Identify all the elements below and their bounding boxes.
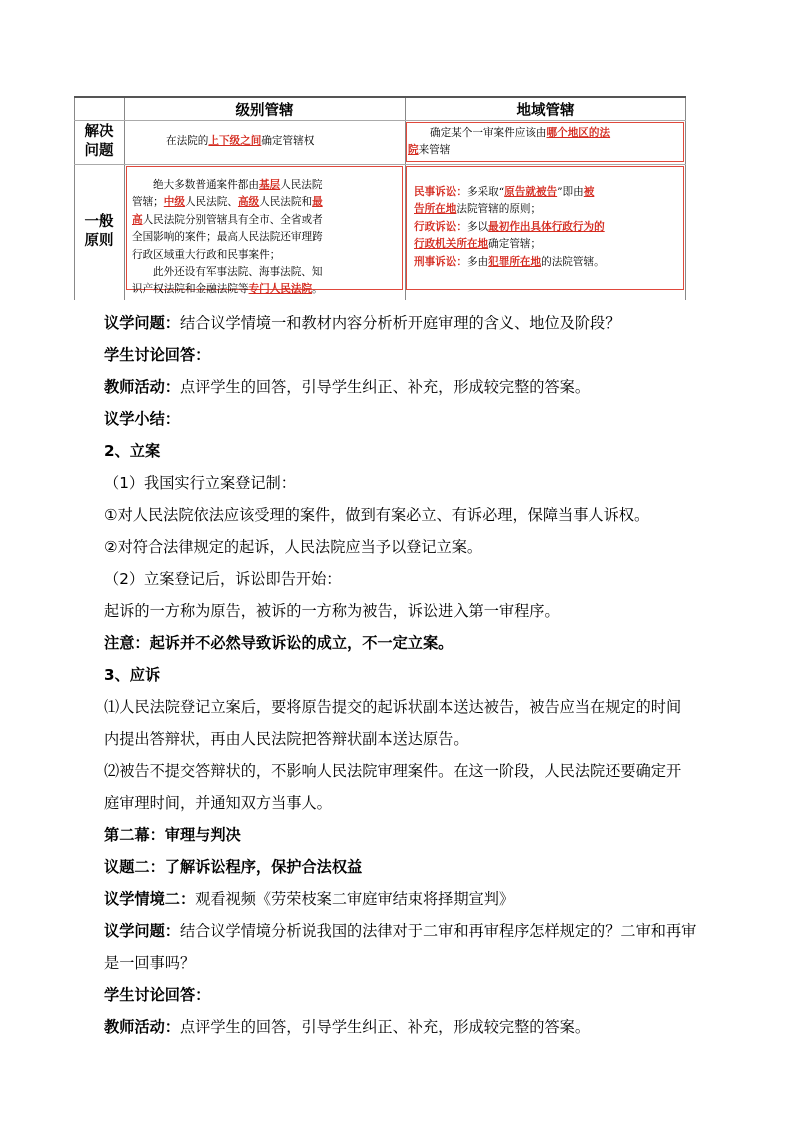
bold-text: 学生讨论回答： [104,986,211,1004]
text-run: 多采取“ [466,186,505,198]
text-run: 点评学生的回答，引导学生纠正、补充，形成较完整的答案。 [179,1018,590,1036]
table-border [74,120,686,121]
text-run: 绝大多数普通案件都由 [153,179,259,191]
text-run: 起诉的一方称为原告，被诉的一方称为被告，诉讼进入第一审程序。 [104,602,560,620]
text-line [104,472,296,494]
highlight-text: 原告就被告 [504,186,558,198]
row-label-principle [74,164,124,300]
paragraph-line: 庭审理时间，并通知双方当事人。 [104,794,332,812]
highlight-text: 告所在地 [414,203,457,216]
highlight-text: 院 [408,144,419,157]
text-run: 来管辖 [418,144,451,157]
text-run: 多由 [466,255,489,268]
bold-text: 2、立案 [104,442,161,460]
text-line [104,344,210,366]
label-admin: 行政诉讼： [414,220,467,233]
text-run: 在法院的 [166,135,209,147]
highlight-text: 专门人民法院 [248,283,313,296]
text-run: 识产权法院和金融法院等 [132,283,249,296]
row-label-line: 原则 [84,233,114,249]
paragraph-line: ⑵被告不提交答辩状的，不影响人民法院审理案件。在这一阶段，人民法院还要确定开 [104,762,682,780]
row-label-problem [74,120,124,164]
row-label-line: 问题 [84,143,114,159]
text-run: ①对人民法院依法应该受理的案件，做到有案必立、有诉必理，保障当事人诉权。 [104,506,650,524]
highlight-text: 行政机关所在地 [414,238,489,251]
level-problem-text [166,133,402,153]
table-border [74,164,686,165]
paragraph-line: ⑴人民法院登记立案后，要将原告提交的起诉状副本送达被告，被告应当在规定的时间 [104,698,682,716]
highlight-text: 上下级之间 [208,135,262,147]
text-run: 结合议学情境一和教材内容分析析开庭审理的含义、地位及阶段？ [179,314,621,332]
text-run: （2）立案登记后，诉讼即告开始： [104,570,342,588]
text-run: 确定管辖； [488,238,542,251]
section-heading [104,664,160,686]
text-run: 结合议学情境分析说我国的法律对于二审和再审程序怎样规定的？二审和再审 [179,922,697,940]
text-run: 观看视频《劳荣枝案二审庭审结束将择期宣判》 [195,890,515,908]
table-border [685,98,686,300]
highlight-text: 高级 [237,196,260,209]
bold-text: 学生讨论回答： [104,346,211,364]
bold-text: 议学情境二： [104,890,196,908]
highlight-text: 基层 [258,179,281,191]
text-run: 点评学生的回答，引导学生纠正、补充，形成较完整的答案。 [179,378,590,396]
bold-text: 教师活动： [104,1018,180,1036]
highlight-text: 中级 [163,196,185,209]
bold-text: 议题二：了解诉讼程序，保护合法权益 [104,858,363,876]
row-label-line: 解决 [84,124,114,140]
text-run: 行政区域重大行政和民事案件； [132,248,281,261]
col-header-region: 地域管辖 [516,102,575,119]
highlight-text: 哪个地区的法 [546,127,611,139]
text-run: 人民法院分别管辖具有全市、全省或者 [142,213,323,226]
bold-text: 第二幕：审理与判决 [104,826,241,844]
bold-text: 议学小结： [104,410,180,428]
text-line [104,312,620,334]
text-run: 全国影响的案件；最高人民法院还审理跨 [132,231,323,244]
highlight-text: 被 [583,186,595,198]
col-header-level: 级别管辖 [235,102,294,119]
level-principle-text [132,177,400,295]
text-line [104,568,341,590]
text-line [104,408,180,430]
text-line [104,600,560,622]
highlight-text: 最 [312,196,323,209]
row-label-line: 一般 [84,214,114,230]
section-heading [104,440,160,462]
text-run: 确定某个一审案件应该由 [430,127,547,139]
region-principle-text [414,184,682,294]
text-line [104,504,649,526]
text-line [104,536,482,558]
highlight-text: 高 [132,213,143,226]
bold-text: 议学问题： [104,922,180,940]
label-civil: 民事诉讼： [414,186,467,198]
text-line [104,920,696,942]
paragraph-line: 内提出答辩状，再由人民法院把答辩状副本送达原告。 [104,730,469,748]
text-run: 的法院管辖。 [541,255,605,268]
act-heading [104,824,241,846]
note-line [104,632,453,654]
text-line [104,984,210,1006]
text-run: 法院管辖的原则； [456,203,542,216]
text-run: 。 [312,283,323,296]
text-run: ②对符合法律规定的起诉，人民法院应当予以登记立案。 [104,538,483,556]
bold-text: 注意：起诉并不必然导致诉讼的成立，不一定立案。 [104,634,454,652]
bold-text: 3、应诉 [104,666,161,684]
text-run: 此外还设有军事法院、海事法院、知 [153,266,323,279]
jurisdiction-table [74,96,686,300]
label-criminal: 刑事诉讼： [414,255,467,268]
text-run: 确定管辖权 [261,135,315,147]
text-run: 人民法院、 [184,196,238,209]
text-run: （1）我国实行立案登记制： [104,474,296,492]
text-run: ”即由 [557,186,584,198]
table-border [124,98,125,300]
text-run: 人民法院 [280,179,323,191]
text-run: 人民法院和 [259,196,313,209]
text-line: 是一回事吗？ [104,954,196,972]
text-line [104,888,514,910]
topic-heading [104,856,362,878]
text-run: 管辖； [132,196,164,209]
text-line [104,1016,590,1038]
highlight-text: 最初作出具体行政行为的 [488,220,605,233]
region-problem-text [408,125,682,163]
text-run: 多以 [466,220,489,233]
bold-text: 议学问题： [104,314,180,332]
text-line [104,376,590,398]
bold-text: 教师活动： [104,378,180,396]
highlight-text: 犯罪所在地 [488,255,542,268]
